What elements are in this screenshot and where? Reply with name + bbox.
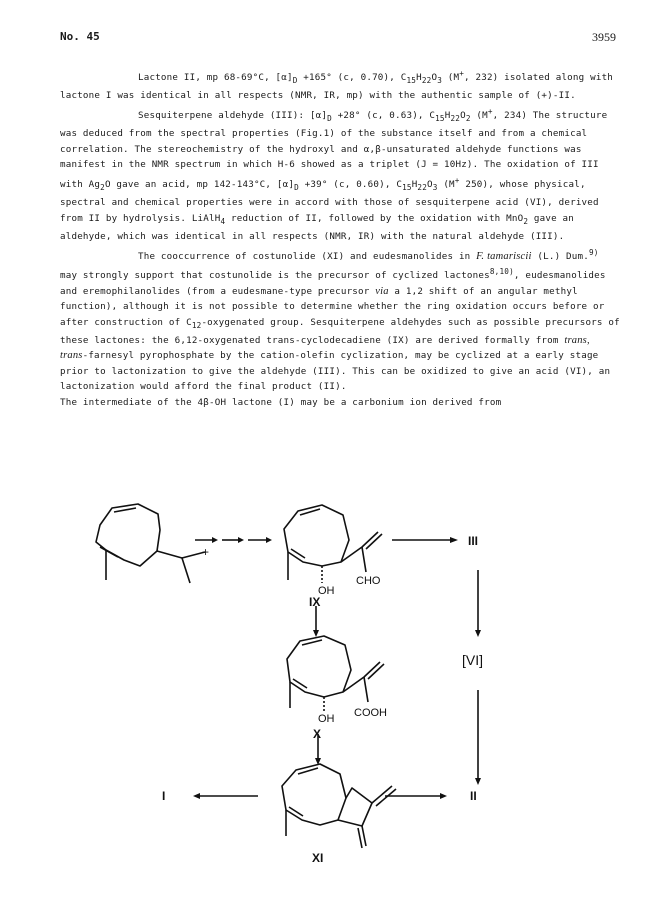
page-number: 3959 <box>592 30 616 44</box>
paragraph-cooccurrence: The cooccurrence of costunolide (XI) and eudesmanolides in F. tamariscii (L.) Dum.$^{9)}$ may strongly support that costunolide is the precursor of cyclized lactones$^{8,10)}$, eudesmanolides and eremophilanolides (from a eudesmane-type precursor via a 1,2 shift of an angular methyl function), although it is not possible to determine whether the ring oxidation occurs before or after construction of $C_{12}$-oxygenated group. Sesquiterpene aldehydes such as possible precursors of these lactones: the 6,12-oxygenated trans-cyclodecadiene (IX) are derived formally from trans, trans-farnesyl pyrophosphate by the cation-olefin cyclization, may be cyclized at a early stage prior to lactonization to give the aldehyde (III). This can be oxidized to give an acid (VI), an lactonization would afford the final product (II). <box>60 247 620 393</box>
cation-plus: + <box>202 545 210 559</box>
oh-label-x: OH <box>318 713 335 725</box>
structure-xi <box>282 764 396 848</box>
compound-label-i: I <box>162 789 166 803</box>
compound-label-iii: III <box>468 534 479 548</box>
reaction-arrows <box>195 540 478 796</box>
compound-label-ii: II <box>470 789 477 803</box>
compound-label-vi: [VI] <box>462 652 484 668</box>
cooh-label-x: COOH <box>354 707 387 719</box>
paragraph-intermediate: The intermediate of the 4β-OH lactone (I) may be a carbonium ion derived from <box>60 396 502 408</box>
paragraph-lactone-ii: Lactone II, mp 68-69°C, $[\alpha]_D +165^\circ$ (c, 0.70), $C_{15}H_{22}O_3$ (M+, 232) isolated along with lactone I was identical in all respects (NMR, IR, mp) with the authentic sample of (+)-II. <box>60 69 614 102</box>
cho-label-ix: CHO <box>356 575 381 587</box>
oh-label-ix: OH <box>318 585 335 597</box>
compound-label-ix: IX <box>309 595 321 609</box>
germacryl-cation-structure <box>96 504 205 583</box>
structure-x <box>287 636 384 712</box>
compound-label-xi: XI <box>312 851 324 865</box>
journal-number: No. 45 <box>60 30 100 43</box>
structure-ix <box>284 505 382 583</box>
compound-label-x: X <box>313 727 322 741</box>
paragraph-aldehyde-iii: Sesquiterpene aldehyde (III): $[\alpha]_D +28^\circ$ (c, 0.63), $C_{15}H_{22}O_2$ (M+, 234) The structure was deduced from the spectral properties (Fig.1) of the substance itself and from a chemical correlation. The stereochemistry of the hydroxyl and α,β-unsaturated aldehyde functions was manifest in the NMR spectrum in which H-6 showed as a triplet (J = 10Hz). The oxidation of III with $Ag_2O$ gave an acid, mp 142-143°C, $[\alpha]_D +39^\circ$ (c, 0.60), $C_{15}H_{22}O_3$ (M+ 250), whose physical, spectral and chemical properties were in accord with those of sesquiterpene acid (VI), derived from II by hydrolysis. LiAlH$_4$ reduction of II, followed by the oxidation with MnO$_2$ gave an aldehyde, which was identical in all respects (NMR, IR) with the natural aldehyde (III). <box>60 106 608 242</box>
